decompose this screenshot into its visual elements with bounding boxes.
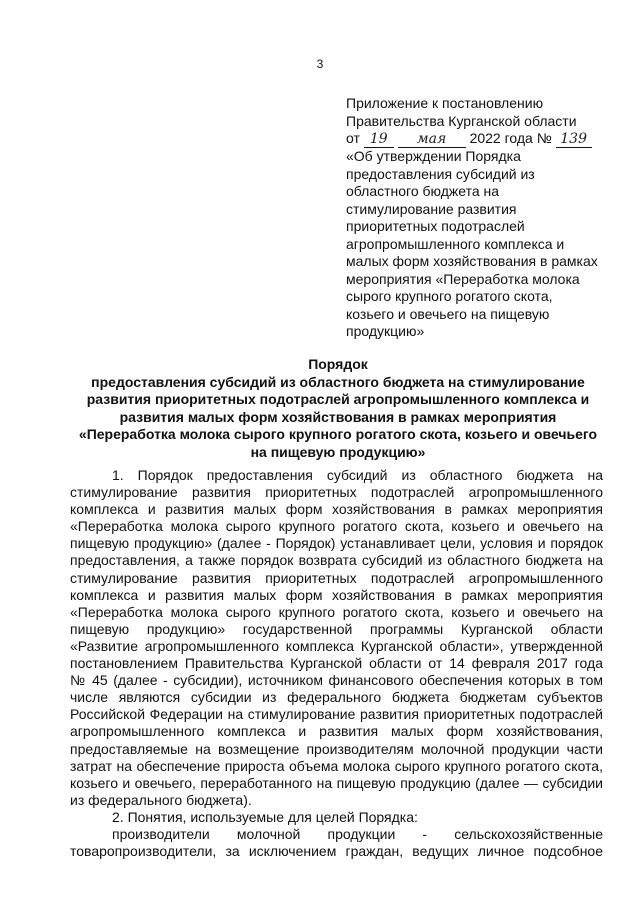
appendix-subject-line: малых форм хозяйствования в рамках [346, 253, 598, 269]
appendix-subject-line: продукцию» [346, 323, 425, 339]
title-heading: Порядок [308, 356, 368, 372]
body-line: «Переработка молока сырого крупного рогатого скота, козьего и овечьего на [70, 603, 603, 620]
title-line: развития приоритетных подотраслей агропромышленного комплекса и [86, 391, 590, 407]
appendix-subject-line: приоритетных подотраслей [346, 218, 525, 234]
appendix-block [346, 95, 610, 341]
body-line: № 45 (далее - субсидии), источником финансового обеспечения которых в том [70, 672, 603, 689]
doc-number-handwritten: 139 [556, 132, 592, 148]
title-line: предоставления субсидий из областного бюджета на стимулирование [91, 373, 585, 390]
body-line: числе являются субсидии из федерального бюджета бюджетам субъектов [70, 689, 603, 706]
body-line: стимулирование развития приоритетных подотраслей агропромышленного [70, 484, 603, 501]
date-day-handwritten: 19 [364, 132, 394, 148]
body-line: Российской Федерации на стимулирование развития приоритетных подотраслей [70, 706, 603, 723]
body-line: «Переработка молока сырого крупного рогатого скота, козьего и овечьего на [70, 518, 603, 535]
body-line: козьего и овечьего, переработанного на пищевую продукцию (далее — субсидии [70, 774, 603, 791]
body-line: производители молочной продукции - сельскохозяйственные [112, 825, 603, 842]
appendix-line: Правительства Курганской области [346, 112, 577, 129]
body-line: стимулирование развития приоритетных подотраслей агропромышленного [70, 569, 603, 586]
title-line: развития малых форм хозяйствования в рамках мероприятия [119, 408, 557, 425]
appendix-date-line [346, 130, 610, 148]
document-title [58, 356, 618, 461]
date-year: 2022 года № [469, 130, 552, 146]
date-month-handwritten: мая [398, 132, 466, 148]
appendix-subject-line: мероприятия «Переработка молока [346, 270, 580, 287]
document-body [70, 467, 603, 860]
body-line: «Развитие агропромышленного комплекса Курганской области», утвержденной [70, 637, 603, 654]
appendix-subject-line: предоставления субсидий из [346, 165, 535, 182]
appendix-subject-line: «Об утверждении Порядка [346, 148, 521, 164]
body-line: 2. Понятия, используемые для целей Порядка: [112, 808, 418, 825]
appendix-subject-line: областного бюджета на [346, 183, 500, 199]
body-line: из федерального бюджета). [70, 791, 252, 808]
body-line: постановлением Правительства Курганской области от 14 февраля 2017 года [70, 655, 603, 672]
page-number: 3 [316, 57, 324, 71]
appendix-subject-line: агропромышленного комплекса и [346, 235, 565, 252]
body-line: пищевую продукцию» (далее - Порядок) устанавливает цели, условия и порядок [70, 535, 603, 552]
appendix-subject-line: козьего и овечьего на пищевую [346, 305, 550, 322]
body-line: пищевую продукцию» государственной программы Курганской области [70, 620, 603, 637]
body-line: предоставления, а также порядок возврата субсидий из областного бюджета на [70, 552, 603, 569]
title-line: на пищевую продукцию» [250, 443, 426, 460]
body-line: агропромышленного комплекса и развития малых форм хозяйствования, [70, 723, 603, 740]
body-line: затрат на обеспечение прироста объема молока сырого крупного рогатого скота, [70, 757, 603, 774]
appendix-subject-line: стимулирование развития [346, 200, 517, 217]
body-line: 1. Порядок предоставления субсидий из областного бюджета на [112, 467, 603, 483]
body-line: предоставляемые на возмещение производителям молочной продукции части [70, 740, 603, 757]
appendix-line: Приложение к постановлению [346, 95, 544, 111]
date-prefix: от [346, 130, 360, 146]
body-line: товаропроизводители, за исключением граждан, ведущих личное подсобное [70, 843, 603, 860]
title-line: «Переработка молока сырого крупного рогатого скота, козьего и овечьего [78, 426, 598, 442]
body-line: комплекса и развития малых форм хозяйствования в рамках мероприятия [70, 501, 603, 518]
body-line: комплекса и развития малых форм хозяйствования в рамках мероприятия [70, 586, 603, 603]
appendix-subject-line: сырого крупного рогатого скота, [346, 288, 553, 304]
